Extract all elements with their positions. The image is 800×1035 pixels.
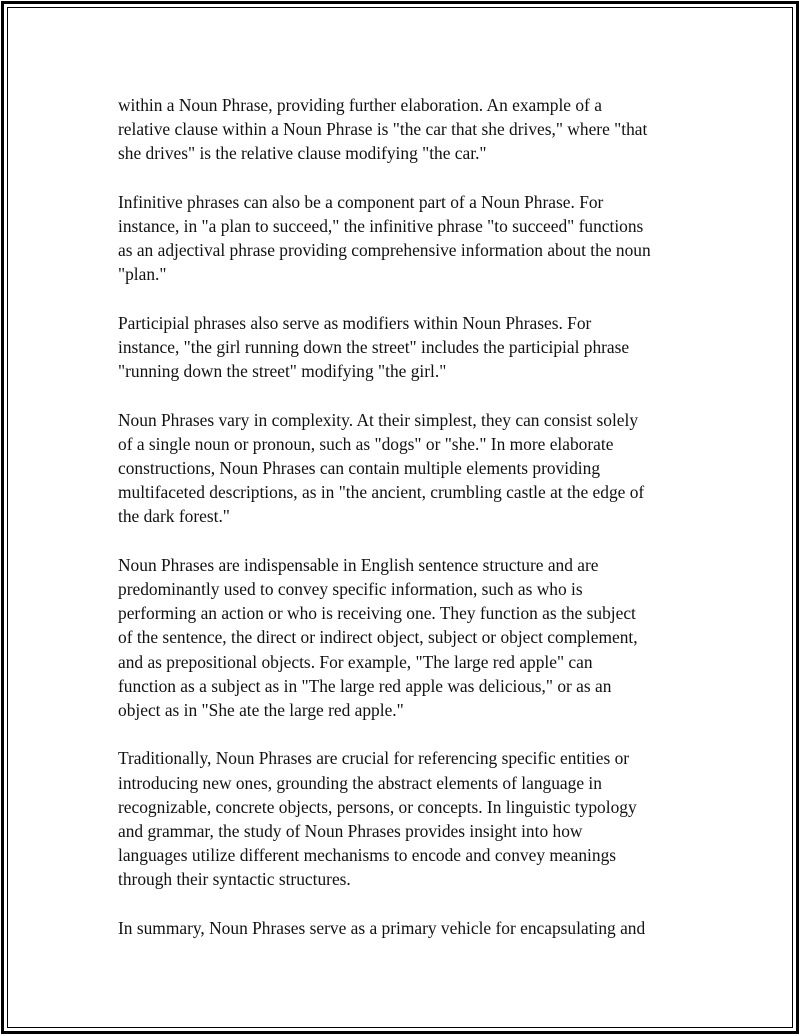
paragraph-referencing: Traditionally, Noun Phrases are crucial for referencing specific entities or introducing new ones, grounding the abstract elements of language in recognizable, concrete objects, persons, or concepts. In linguistic typology and grammar, the study of Noun Phrases provides insight into how languages utilize different mechanisms to encode and convey meanings through their syntactic structures.	[118, 748, 637, 890]
paragraph-relative-clause: within a Noun Phrase, providing further elaboration. An example of a relative clause within a Noun Phrase is "the car that she drives," where "that she drives" is the relative clause modifying "the car."	[118, 95, 648, 164]
paragraph-sentence-structure: Noun Phrases are indispensable in English sentence structure and are predominantly used to convey specific information, such as who is performing an action or who is receiving one. They function as the subject of the sentence, the direct or indirect object, subject or object complement, and as prepositional objects. For example, "The large red apple" can function as a subject as in "The large red apple was delicious," or as an object as in "She ate the large red apple."	[118, 554, 638, 721]
paragraph-participial-phrases: Participial phrases also serve as modifiers within Noun Phrases. For instance, "the girl running down the street" includes the participial phrase "running down the street" modifying "the girl."	[118, 312, 630, 382]
paragraph-infinitive-phrases: Infinitive phrases can also be a component part of a Noun Phrase. For instance, in "a plan to succeed," the infinitive phrase "to succeed" functions as an adjectival phrase providing comprehensive information about the noun "plan."	[118, 191, 651, 285]
paragraph-complexity: Noun Phrases vary in complexity. At their simplest, they can consist solely of a single noun or pronoun, such as "dogs" or "she." In more elaborate constructions, Noun Phrases can contain multiple elements providing multifaceted descriptions, as in "the ancient, crumbling castle at the edge of the dark forest."	[118, 409, 645, 527]
page-body	[118, 93, 688, 964]
paragraph-summary: In summary, Noun Phrases serve as a primary vehicle for encapsulating and	[118, 917, 646, 938]
